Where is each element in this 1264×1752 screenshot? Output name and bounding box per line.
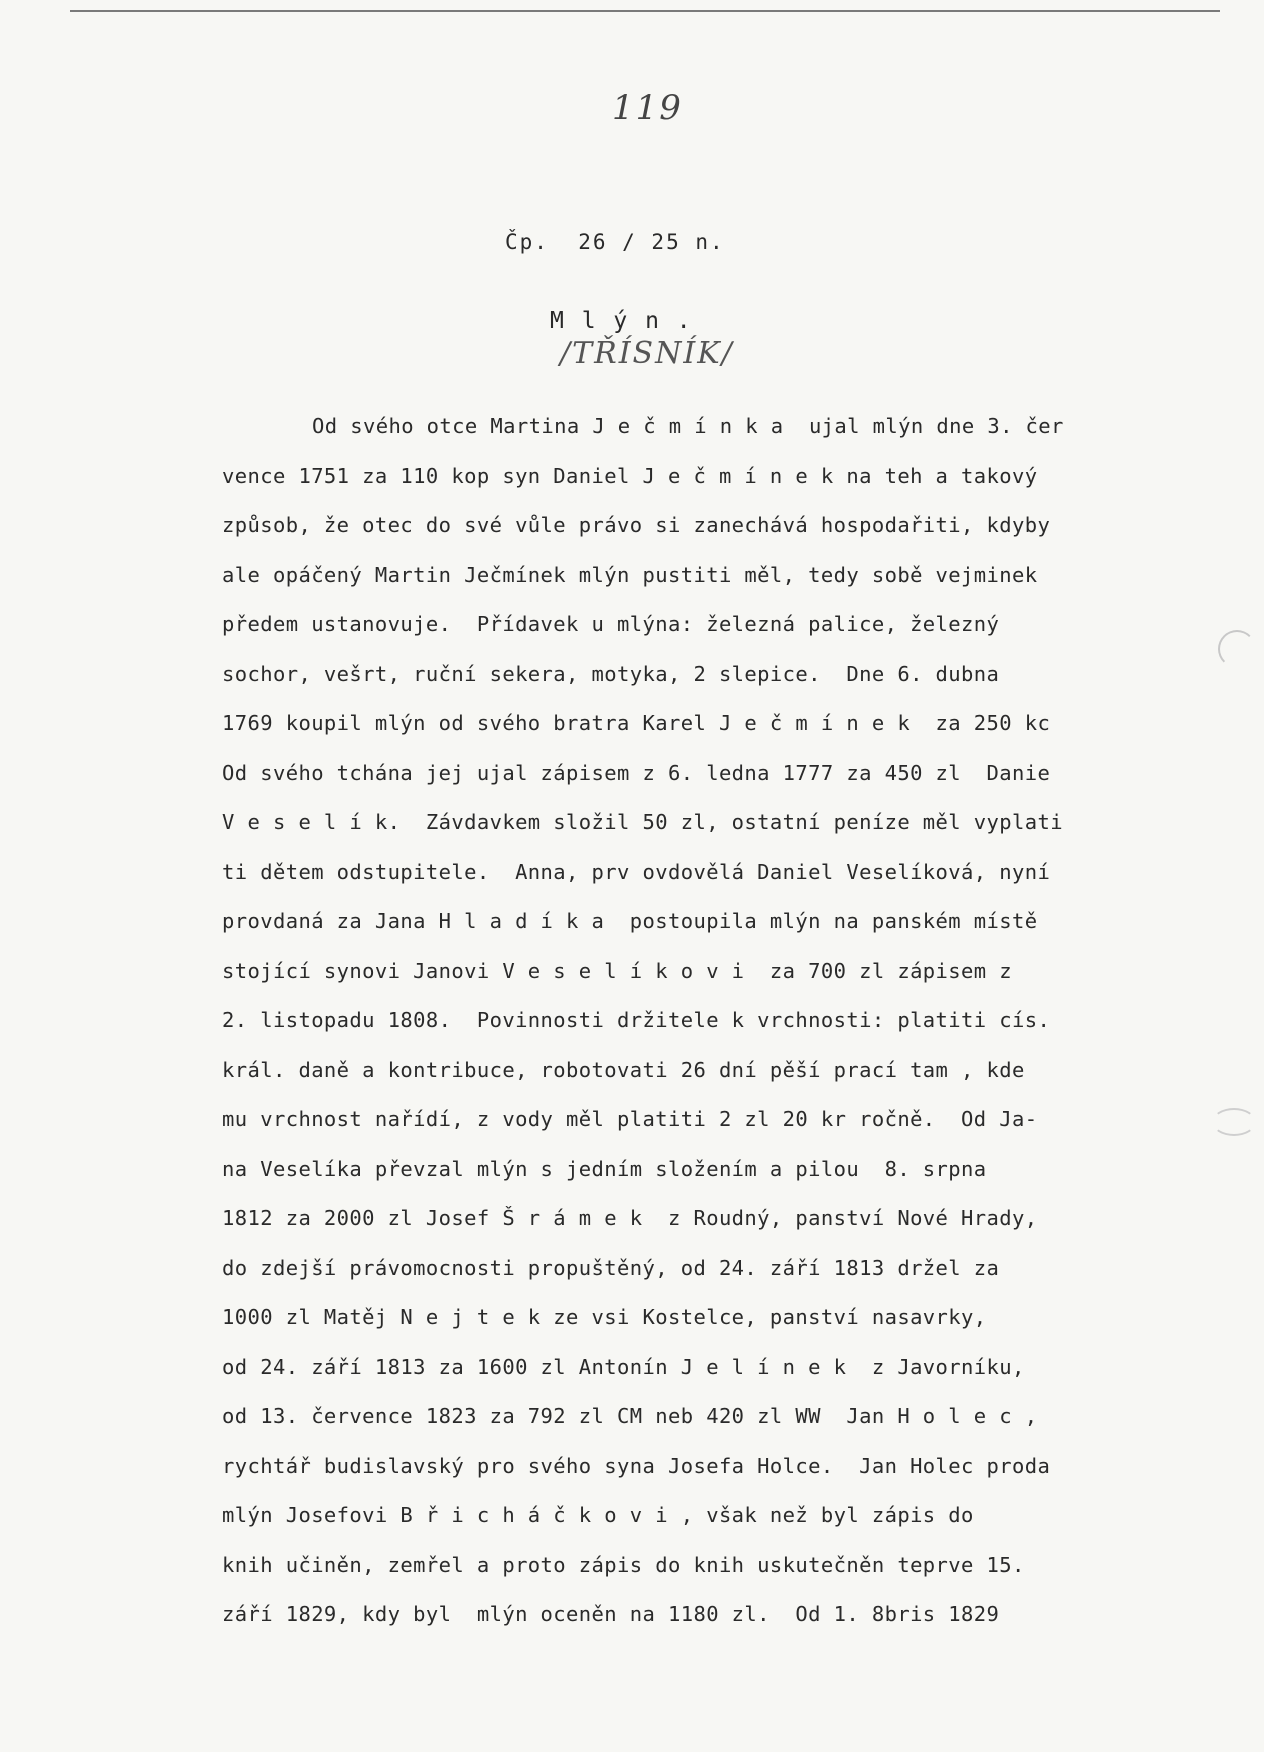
- text-line: do zdejší právomocnosti propuštěný, od 24. září 1813 držel za: [222, 1255, 1000, 1280]
- text-line: provdaná za Jana H l a d í k a postoupila mlýn na panském místě: [222, 909, 1038, 933]
- text-line: rychtář budislavský pro svého syna Josefa Holce. Jan Holec proda: [222, 1453, 1051, 1478]
- text-line: Od svého tchána jej ujal zápisem z 6. ledna 1777 za 450 zl Danie: [222, 760, 1051, 785]
- text-line: 1769 koupil mlýn od svého bratra Karel J e č m í n e k za 250 kc: [222, 711, 1051, 735]
- text-line: způsob, že otec do své vůle právo si zanechává hospodařiti, kdyby: [222, 513, 1051, 537]
- document-title: M l ý n .: [550, 308, 693, 334]
- text-line: sochor, vešrt, ruční sekera, motyka, 2 slepice. Dne 6. dubna: [222, 661, 1000, 686]
- text-line: 1000 zl Matěj N e j t e k ze vsi Kostelce, panství nasavrky,: [222, 1305, 987, 1329]
- text-line: mu vrchnost nařídí, z vody měl platiti 2 zl 20 kr ročně. Od Ja-: [222, 1107, 1038, 1131]
- text-line: Od svého otce Martina J e č m í n k a ujal mlýn dne 3. čer: [312, 414, 1064, 438]
- text-line: na Veselíka převzal mlýn s jedním složením a pilou 8. srpna: [222, 1156, 987, 1181]
- punch-hole-mark: [1218, 630, 1256, 668]
- text-line: knih učiněn, zemřel a proto zápis do knih uskutečněn teprve 15.: [222, 1552, 1025, 1577]
- text-line: vence 1751 za 110 kop syn Daniel J e č m í n e k na teh a takový: [222, 463, 1038, 488]
- text-line: předem ustanovuje. Přídavek u mlýna: železná palice, železný: [222, 612, 1000, 636]
- text-line: král. daně a kontribuce, robotovati 26 dní pěší prací tam , kde: [222, 1057, 1025, 1082]
- house-number-heading: Čp. 26 / 25 n.: [505, 230, 725, 254]
- text-line: od 24. září 1813 za 1600 zl Antonín J e l í n e k z Javorníku,: [222, 1354, 1025, 1379]
- text-line: září 1829, kdy byl mlýn oceněn na 1180 zl. Od 1. 8bris 1829: [222, 1602, 1000, 1626]
- text-line: ti dětem odstupitele. Anna, prv ovdovělá Daniel Veselíková, nyní: [222, 859, 1051, 884]
- text-line: 2. listopadu 1808. Povinnosti držitele k vrchnosti: platiti cís.: [222, 1008, 1051, 1032]
- handwritten-subtitle: /TŘÍSNÍK/: [560, 336, 734, 371]
- punch-hole-mark: [1212, 1108, 1256, 1136]
- top-edge-line: [70, 10, 1220, 12]
- text-line: ale opáčený Martin Ječmínek mlýn pustiti měl, tedy sobě vejminek: [222, 562, 1038, 587]
- handwritten-page-number: 119: [612, 88, 683, 128]
- text-line: 1812 za 2000 zl Josef Š r á m e k z Roudný, panství Nové Hrady,: [222, 1206, 1038, 1230]
- body-text: [222, 402, 1182, 1640]
- text-line: V e s e l í k. Závdavkem složil 50 zl, ostatní peníze měl vyplati: [222, 810, 1063, 834]
- text-line: od 13. července 1823 za 792 zl CM neb 420 zl WW Jan H o l e c ,: [222, 1404, 1038, 1428]
- text-line: stojící synovi Janovi V e s e l í k o v i za 700 zl zápisem z: [222, 958, 1013, 983]
- text-line: mlýn Josefovi B ř i c h á č k o v i , však než byl zápis do: [222, 1503, 974, 1527]
